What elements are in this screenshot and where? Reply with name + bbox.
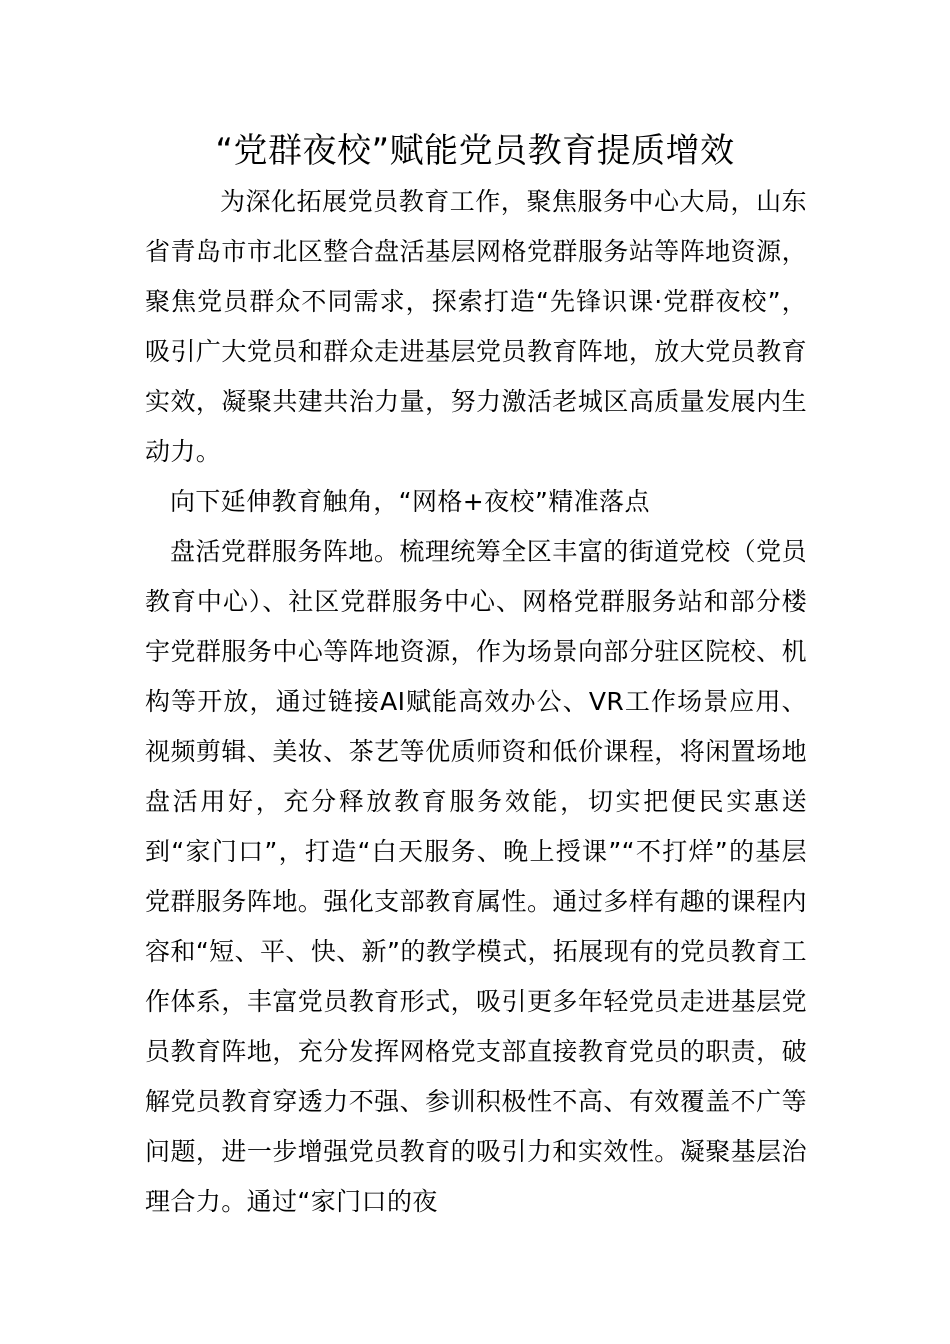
document-body — [145, 177, 807, 1227]
body-paragraph: 盘活党群服务阵地。梳理统筹全区丰富的街道党校（党员教育中心）、社区党群服务中心、网格党群服务站和部分楼宇党群服务中心等阵地资源，作为场景向部分驻区院校、机构等开放，通过链接AI赋能高效办公、VR工作场景应用、视频剪辑、美妆、茶艺等优质师资和低价课程，将闲置场地盘活用好，充分释放教育服务效能，切实把便民实惠送到“家门口”，打造“白天服务、晚上授课”“不打烊”的基层党群服务阵地。强化支部教育属性。通过多样有趣的课程内容和“短、平、快、新”的教学模式，拓展现有的党员教育工作体系，丰富党员教育形式，吸引更多年轻党员走进基层党员教育阵地，充分发挥网格党支部直接教育党员的职责，破解党员教育穿透力不强、参训积极性不高、有效覆盖不广等问题，进一步增强党员教育的吸引力和实效性。凝聚基层治理合力。通过“家门口的夜 — [145, 537, 807, 1216]
document-title: “党群夜校”赋能党员教育提质增效 — [215, 131, 735, 171]
section-heading: 向下延伸教育触角，“网格+夜校”精准落点 — [170, 487, 650, 516]
intro-paragraph: 为深化拓展党员教育工作，聚焦服务中心大局，山东省青岛市市北区整合盘活基层网格党群服务站等阵地资源，聚焦党员群众不同需求，探索打造“先锋识课·党群夜校”，吸引广大党员和群众走进基层党员教育阵地，放大党员教育实效，凝聚共建共治力量，努力激活老城区高质量发展内生动力。 — [145, 187, 807, 466]
